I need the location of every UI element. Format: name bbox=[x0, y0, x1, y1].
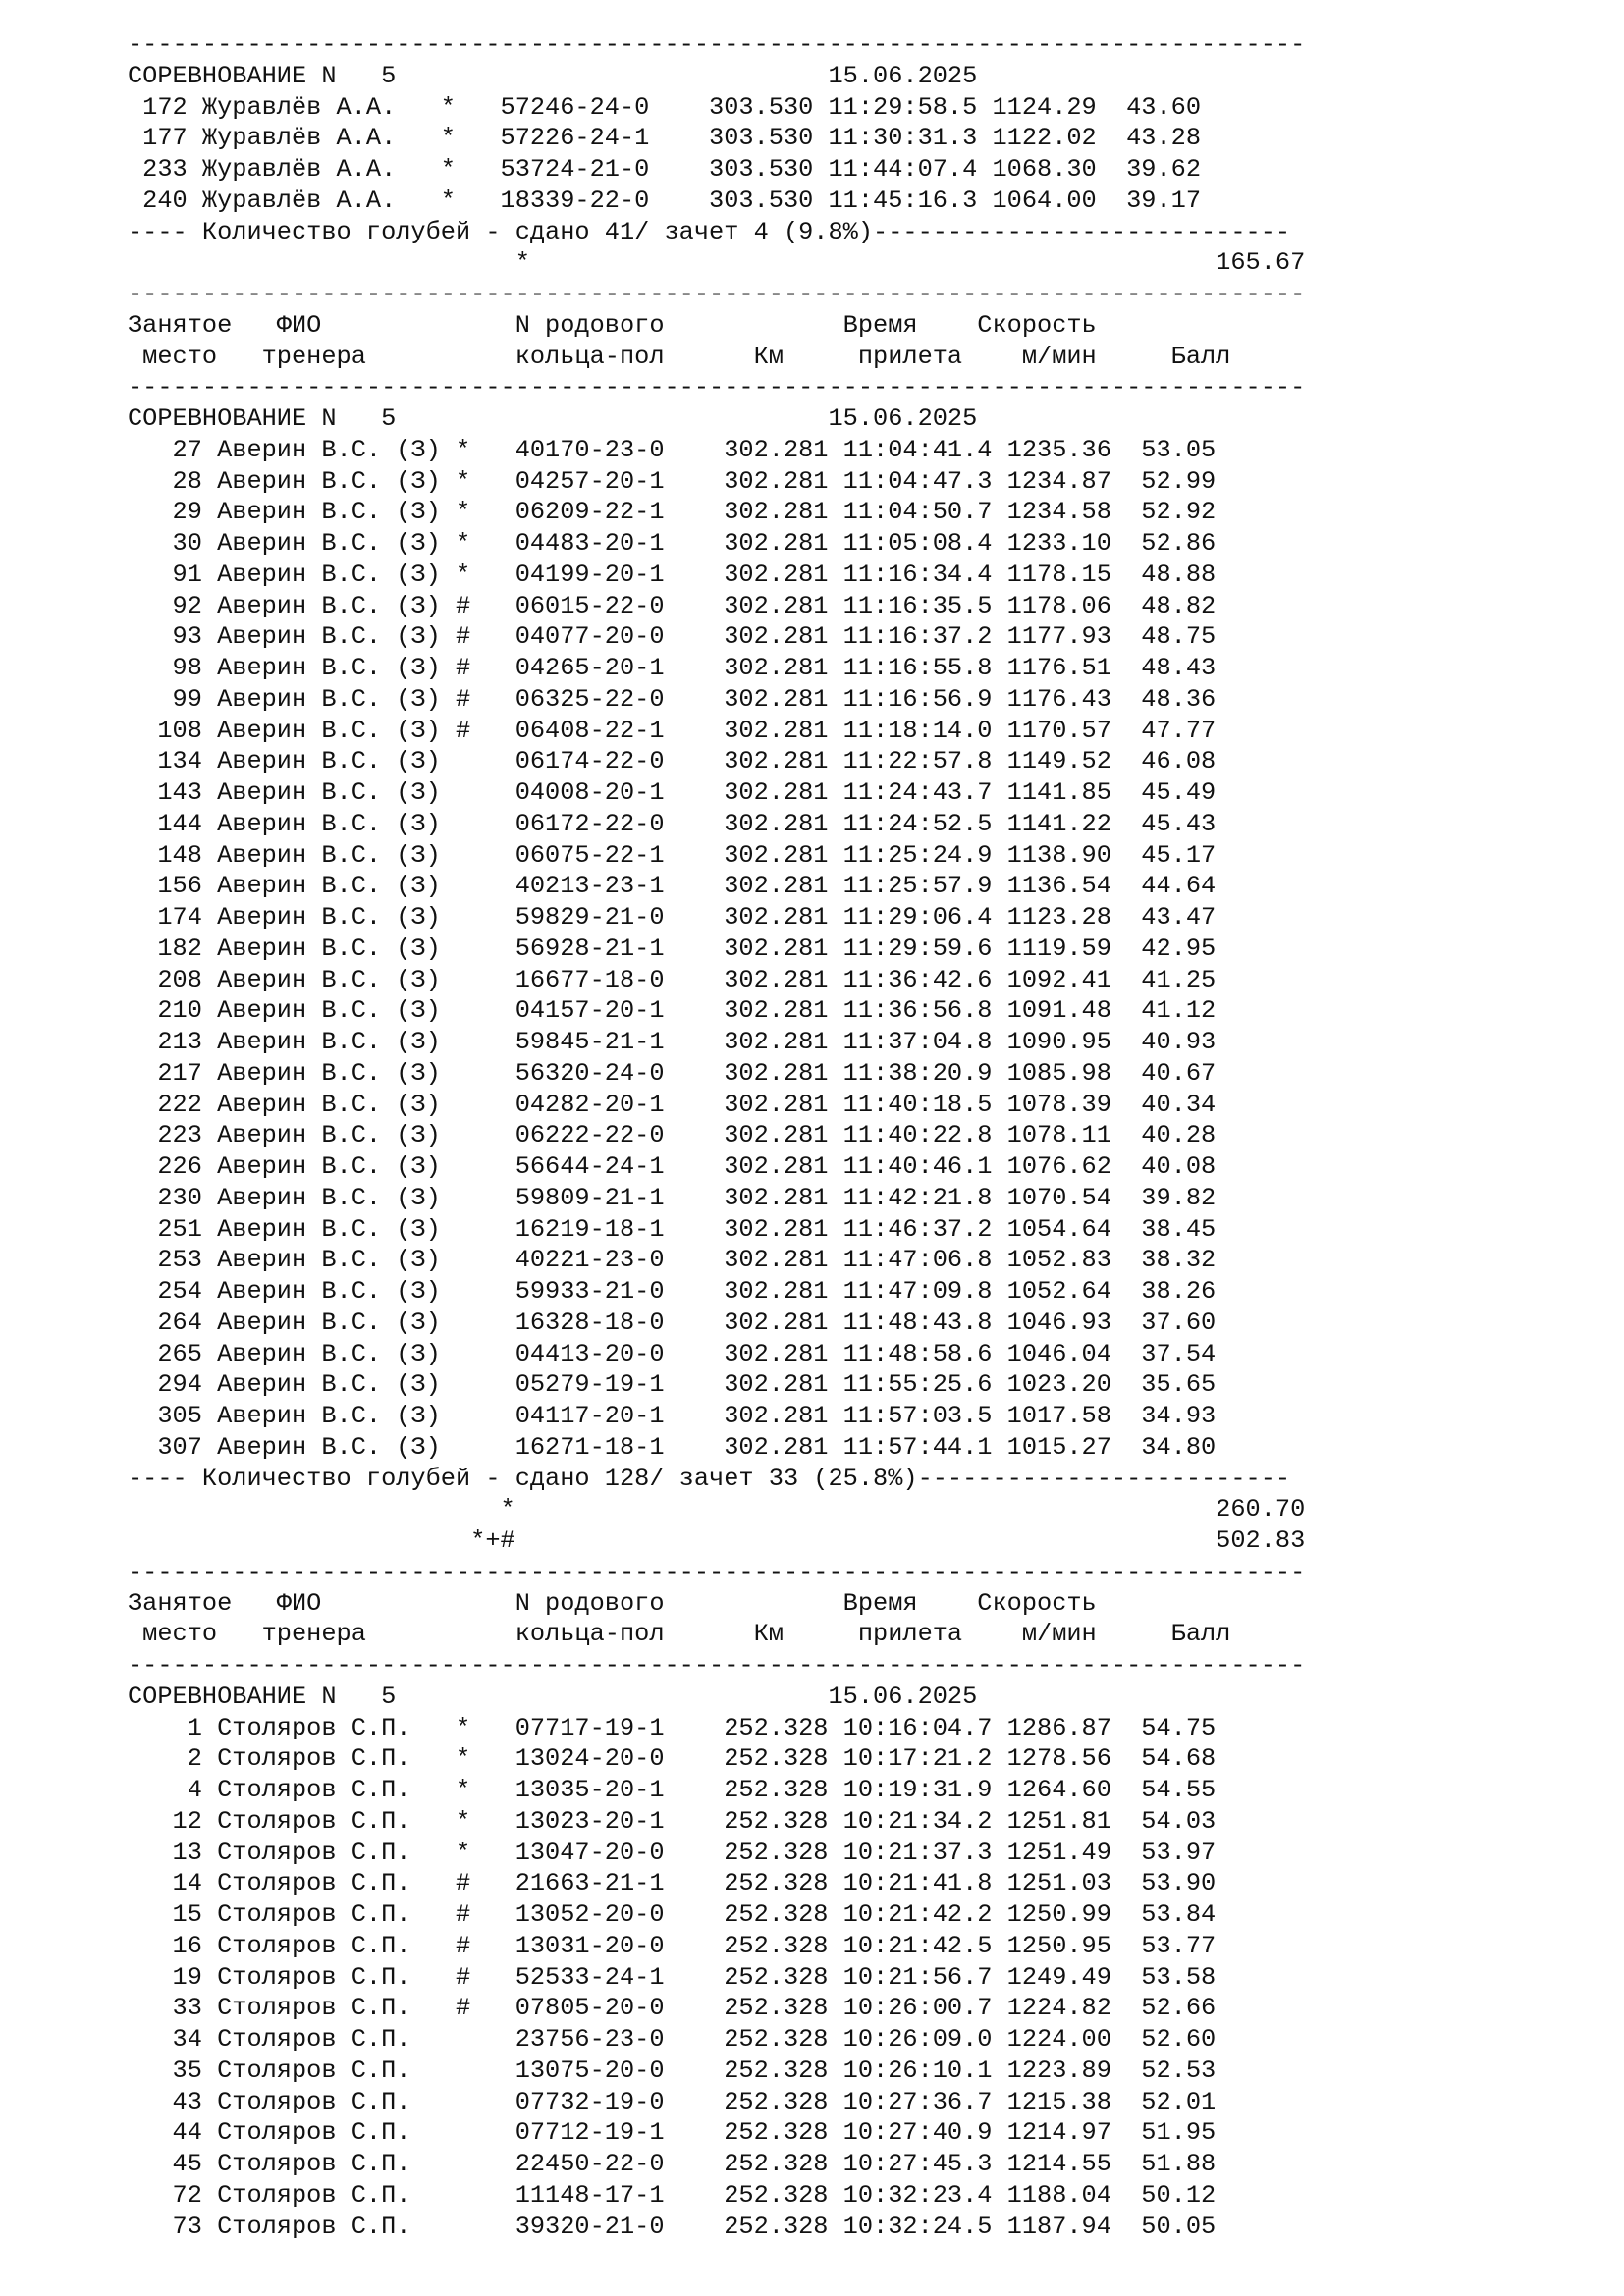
competition-header: СОРЕВНОВАНИЕ N 5 15.06.2025 bbox=[128, 404, 978, 433]
result-row: 15 Столяров С.П. # 13052-20-0 252.328 10:21:42.2 1250.99 53.84 bbox=[128, 1900, 1217, 1929]
result-row: 264 Аверин В.С. (З) 16328-18-0 302.281 11:48:43.8 1046.93 37.60 bbox=[128, 1308, 1217, 1337]
result-row: 44 Столяров С.П. 07712-19-1 252.328 10:27:40.9 1214.97 51.95 bbox=[128, 2118, 1217, 2148]
result-row: 134 Аверин В.С. (З) 06174-22-0 302.281 11:22:57.8 1149.52 46.08 bbox=[128, 747, 1217, 776]
total-line: * 260.70 bbox=[128, 1495, 1306, 1524]
column-header: место тренера кольца-пол Км прилета м/мин Балл bbox=[128, 342, 1231, 371]
result-row: 99 Аверин В.С. (З) # 06325-22-0 302.281 11:16:56.9 1176.43 48.36 bbox=[128, 684, 1217, 714]
competition-header: СОРЕВНОВАНИЕ N 5 15.06.2025 bbox=[128, 61, 978, 90]
result-row: 226 Аверин В.С. (З) 56644-24-1 302.281 11:40:46.1 1076.62 40.08 bbox=[128, 1152, 1217, 1181]
result-row: 43 Столяров С.П. 07732-19-0 252.328 10:27:36.7 1215.38 52.01 bbox=[128, 2087, 1217, 2116]
result-row: 14 Столяров С.П. # 21663-21-1 252.328 10:21:41.8 1251.03 53.90 bbox=[128, 1869, 1217, 1898]
result-row: 174 Аверин В.С. (З) 59829-21-0 302.281 11:29:06.4 1123.28 43.47 bbox=[128, 903, 1217, 932]
result-row: 210 Аверин В.С. (З) 04157-20-1 302.281 11:36:56.8 1091.48 41.12 bbox=[128, 996, 1217, 1026]
result-row: 240 Журавлёв А.А. * 18339-22-0 303.530 11:45:16.3 1064.00 39.17 bbox=[128, 186, 1202, 215]
result-row: 233 Журавлёв А.А. * 53724-21-0 303.530 11:44:07.4 1068.30 39.62 bbox=[128, 155, 1202, 184]
result-row: 33 Столяров С.П. # 07805-20-0 252.328 10:26:00.7 1224.82 52.66 bbox=[128, 1994, 1217, 2023]
result-row: 251 Аверин В.С. (З) 16219-18-1 302.281 11:46:37.2 1054.64 38.45 bbox=[128, 1214, 1217, 1244]
result-row: 294 Аверин В.С. (З) 05279-19-1 302.281 11:55:25.6 1023.20 35.65 bbox=[128, 1370, 1217, 1400]
result-row: 208 Аверин В.С. (З) 16677-18-0 302.281 11:36:42.6 1092.41 41.25 bbox=[128, 965, 1217, 994]
column-header: Занятое ФИО N родового Время Скорость bbox=[128, 310, 1097, 340]
total-line: *+# 502.83 bbox=[128, 1526, 1306, 1555]
result-row: 222 Аверин В.С. (З) 04282-20-1 302.281 11:40:18.5 1078.39 40.34 bbox=[128, 1090, 1217, 1119]
result-row: 148 Аверин В.С. (З) 06075-22-1 302.281 11:25:24.9 1138.90 45.17 bbox=[128, 840, 1217, 870]
result-row: 28 Аверин В.С. (З) * 04257-20-1 302.281 11:04:47.3 1234.87 52.99 bbox=[128, 466, 1217, 496]
result-row: 12 Столяров С.П. * 13023-20-1 252.328 10:21:34.2 1251.81 54.03 bbox=[128, 1806, 1217, 1836]
result-row: 143 Аверин В.С. (З) 04008-20-1 302.281 11:24:43.7 1141.85 45.49 bbox=[128, 778, 1217, 807]
result-row: 13 Столяров С.П. * 13047-20-0 252.328 10:21:37.3 1251.49 53.97 bbox=[128, 1838, 1217, 1867]
separator-line: ------------------------------------------------------------------------------- bbox=[128, 280, 1306, 308]
separator-line: ------------------------------------------------------------------------------- bbox=[128, 373, 1306, 402]
result-row: 4 Столяров С.П. * 13035-20-1 252.328 10:19:31.9 1264.60 54.55 bbox=[128, 1776, 1217, 1804]
result-row: 35 Столяров С.П. 13075-20-0 252.328 10:26:10.1 1223.89 52.53 bbox=[128, 2056, 1217, 2085]
result-row: 156 Аверин В.С. (З) 40213-23-1 302.281 11:25:57.9 1136.54 44.64 bbox=[128, 872, 1217, 901]
result-row: 45 Столяров С.П. 22450-22-0 252.328 10:27:45.3 1214.55 51.88 bbox=[128, 2150, 1217, 2178]
result-row: 307 Аверин В.С. (З) 16271-18-1 302.281 11:57:44.1 1015.27 34.80 bbox=[128, 1432, 1217, 1462]
result-row: 265 Аверин В.С. (З) 04413-20-0 302.281 11:48:58.6 1046.04 37.54 bbox=[128, 1339, 1217, 1368]
result-row: 177 Журавлёв А.А. * 57226-24-1 303.530 11:30:31.3 1122.02 43.28 bbox=[128, 124, 1202, 153]
separator-line: ------------------------------------------------------------------------------- bbox=[128, 1557, 1306, 1586]
result-row: 29 Аверин В.С. (З) * 06209-22-1 302.281 11:04:50.7 1234.58 52.92 bbox=[128, 498, 1217, 527]
result-row: 16 Столяров С.П. # 13031-20-0 252.328 10:21:42.5 1250.95 53.77 bbox=[128, 1931, 1217, 1960]
result-row: 93 Аверин В.С. (З) # 04077-20-0 302.281 11:16:37.2 1177.93 48.75 bbox=[128, 622, 1217, 652]
result-row: 254 Аверин В.С. (З) 59933-21-0 302.281 11:47:09.8 1052.64 38.26 bbox=[128, 1277, 1217, 1306]
column-header: Занятое ФИО N родового Время Скорость bbox=[128, 1588, 1097, 1618]
result-row: 217 Аверин В.С. (З) 56320-24-0 302.281 11:38:20.9 1085.98 40.67 bbox=[128, 1058, 1217, 1088]
result-row: 27 Аверин В.С. (З) * 40170-23-0 302.281 11:04:41.4 1235.36 53.05 bbox=[128, 435, 1217, 464]
column-header: место тренера кольца-пол Км прилета м/мин Балл bbox=[128, 1620, 1231, 1649]
result-row: 182 Аверин В.С. (З) 56928-21-1 302.281 11:29:59.6 1119.59 42.95 bbox=[128, 934, 1217, 963]
result-row: 73 Столяров С.П. 39320-21-0 252.328 10:32:24.5 1187.94 50.05 bbox=[128, 2212, 1217, 2241]
result-row: 223 Аверин В.С. (З) 06222-22-0 302.281 11:40:22.8 1078.11 40.28 bbox=[128, 1121, 1217, 1150]
result-row: 1 Столяров С.П. * 07717-19-1 252.328 10:16:04.7 1286.87 54.75 bbox=[128, 1713, 1217, 1742]
separator-line: ------------------------------------------------------------------------------- bbox=[128, 1651, 1306, 1680]
result-row: 2 Столяров С.П. * 13024-20-0 252.328 10:17:21.2 1278.56 54.68 bbox=[128, 1744, 1217, 1774]
result-row: 230 Аверин В.С. (З) 59809-21-1 302.281 11:42:21.8 1070.54 39.82 bbox=[128, 1183, 1217, 1212]
results-document bbox=[128, 29, 1305, 2242]
result-row: 253 Аверин В.С. (З) 40221-23-0 302.281 11:47:06.8 1052.83 38.32 bbox=[128, 1246, 1217, 1275]
result-row: 72 Столяров С.П. 11148-17-1 252.328 10:32:23.4 1188.04 50.12 bbox=[128, 2180, 1217, 2210]
competition-header: СОРЕВНОВАНИЕ N 5 15.06.2025 bbox=[128, 1682, 978, 1711]
summary-line: ---- Количество голубей - сдано 41/ зачет 4 (9.8%)---------------------------- bbox=[128, 217, 1291, 246]
result-row: 144 Аверин В.С. (З) 06172-22-0 302.281 11:24:52.5 1141.22 45.43 bbox=[128, 809, 1217, 838]
result-row: 30 Аверин В.С. (З) * 04483-20-1 302.281 11:05:08.4 1233.10 52.86 bbox=[128, 529, 1217, 558]
result-row: 91 Аверин В.С. (З) * 04199-20-1 302.281 11:16:34.4 1178.15 48.88 bbox=[128, 560, 1217, 589]
total-line: * 165.67 bbox=[128, 248, 1306, 278]
result-row: 98 Аверин В.С. (З) # 04265-20-1 302.281 11:16:55.8 1176.51 48.43 bbox=[128, 654, 1217, 682]
result-row: 19 Столяров С.П. # 52533-24-1 252.328 10:21:56.7 1249.49 53.58 bbox=[128, 1962, 1217, 1992]
result-row: 34 Столяров С.П. 23756-23-0 252.328 10:26:09.0 1224.00 52.60 bbox=[128, 2025, 1217, 2054]
separator-line: ------------------------------------------------------------------------------- bbox=[128, 30, 1306, 59]
result-row: 92 Аверин В.С. (З) # 06015-22-0 302.281 11:16:35.5 1178.06 48.82 bbox=[128, 591, 1217, 620]
result-row: 305 Аверин В.С. (З) 04117-20-1 302.281 11:57:03.5 1017.58 34.93 bbox=[128, 1402, 1217, 1430]
result-row: 108 Аверин В.С. (З) # 06408-22-1 302.281 11:18:14.0 1170.57 47.77 bbox=[128, 716, 1217, 745]
result-row: 172 Журавлёв А.А. * 57246-24-0 303.530 11:29:58.5 1124.29 43.60 bbox=[128, 92, 1202, 122]
result-row: 213 Аверин В.С. (З) 59845-21-1 302.281 11:37:04.8 1090.95 40.93 bbox=[128, 1028, 1217, 1056]
summary-line: ---- Количество голубей - сдано 128/ зачет 33 (25.8%)------------------------- bbox=[128, 1464, 1291, 1493]
